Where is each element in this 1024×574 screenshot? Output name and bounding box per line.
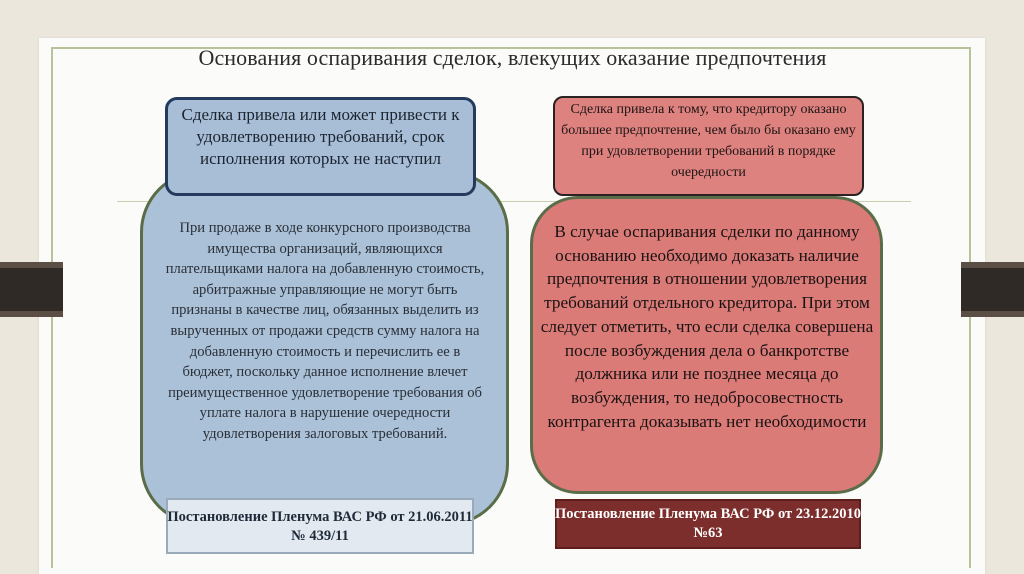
right-edge-tab xyxy=(961,262,1024,317)
left-body-text: При продаже в ходе конкурсного производства имущества организаций, являющихся плательщиками налога на добавленную стоимость, арбитражные управляющие не могут быть признаны в качестве лиц, обязанных выделить из вырученных от продажи средств сумму налога на добавленную стоимость и перечислить ее в бюджет, поскольку данное исполнение влечет преимущественное удовлетворение требования об уплате налога в нарушение очередности удовлетворения залоговых требований. xyxy=(165,220,485,442)
slide-title: Основания оспаривания сделок, влекущих оказание предпочтения xyxy=(198,45,827,70)
left-header-text: Сделка привела или может привести к удовлетворению требований, срок исполнения которых не наступил xyxy=(181,105,460,168)
right-source-text: Постановление Пленума ВАС РФ от 23.12.2010 №63 xyxy=(555,506,862,541)
left-edge-tab xyxy=(0,262,63,317)
left-source-text: Постановление Пленума ВАС РФ от 21.06.2011 № 439/11 xyxy=(167,509,473,544)
right-body-text: В случае оспаривания сделки по данному основанию необходимо доказать наличие предпочтения в отношении удовлетворения требований отдельного кредитора. При этом следует отметить, что если сделка совершена после возбуждения дела о банкротстве должника или не позднее месяца до возбуждения, то недобросовестность контрагента доказывать нет необходимости xyxy=(540,222,874,431)
right-header-text: Сделка привела к тому, что кредитору оказано большее предпочтение, чем было бы оказано ему при удовлетворении требований в порядке очередности xyxy=(561,102,856,180)
